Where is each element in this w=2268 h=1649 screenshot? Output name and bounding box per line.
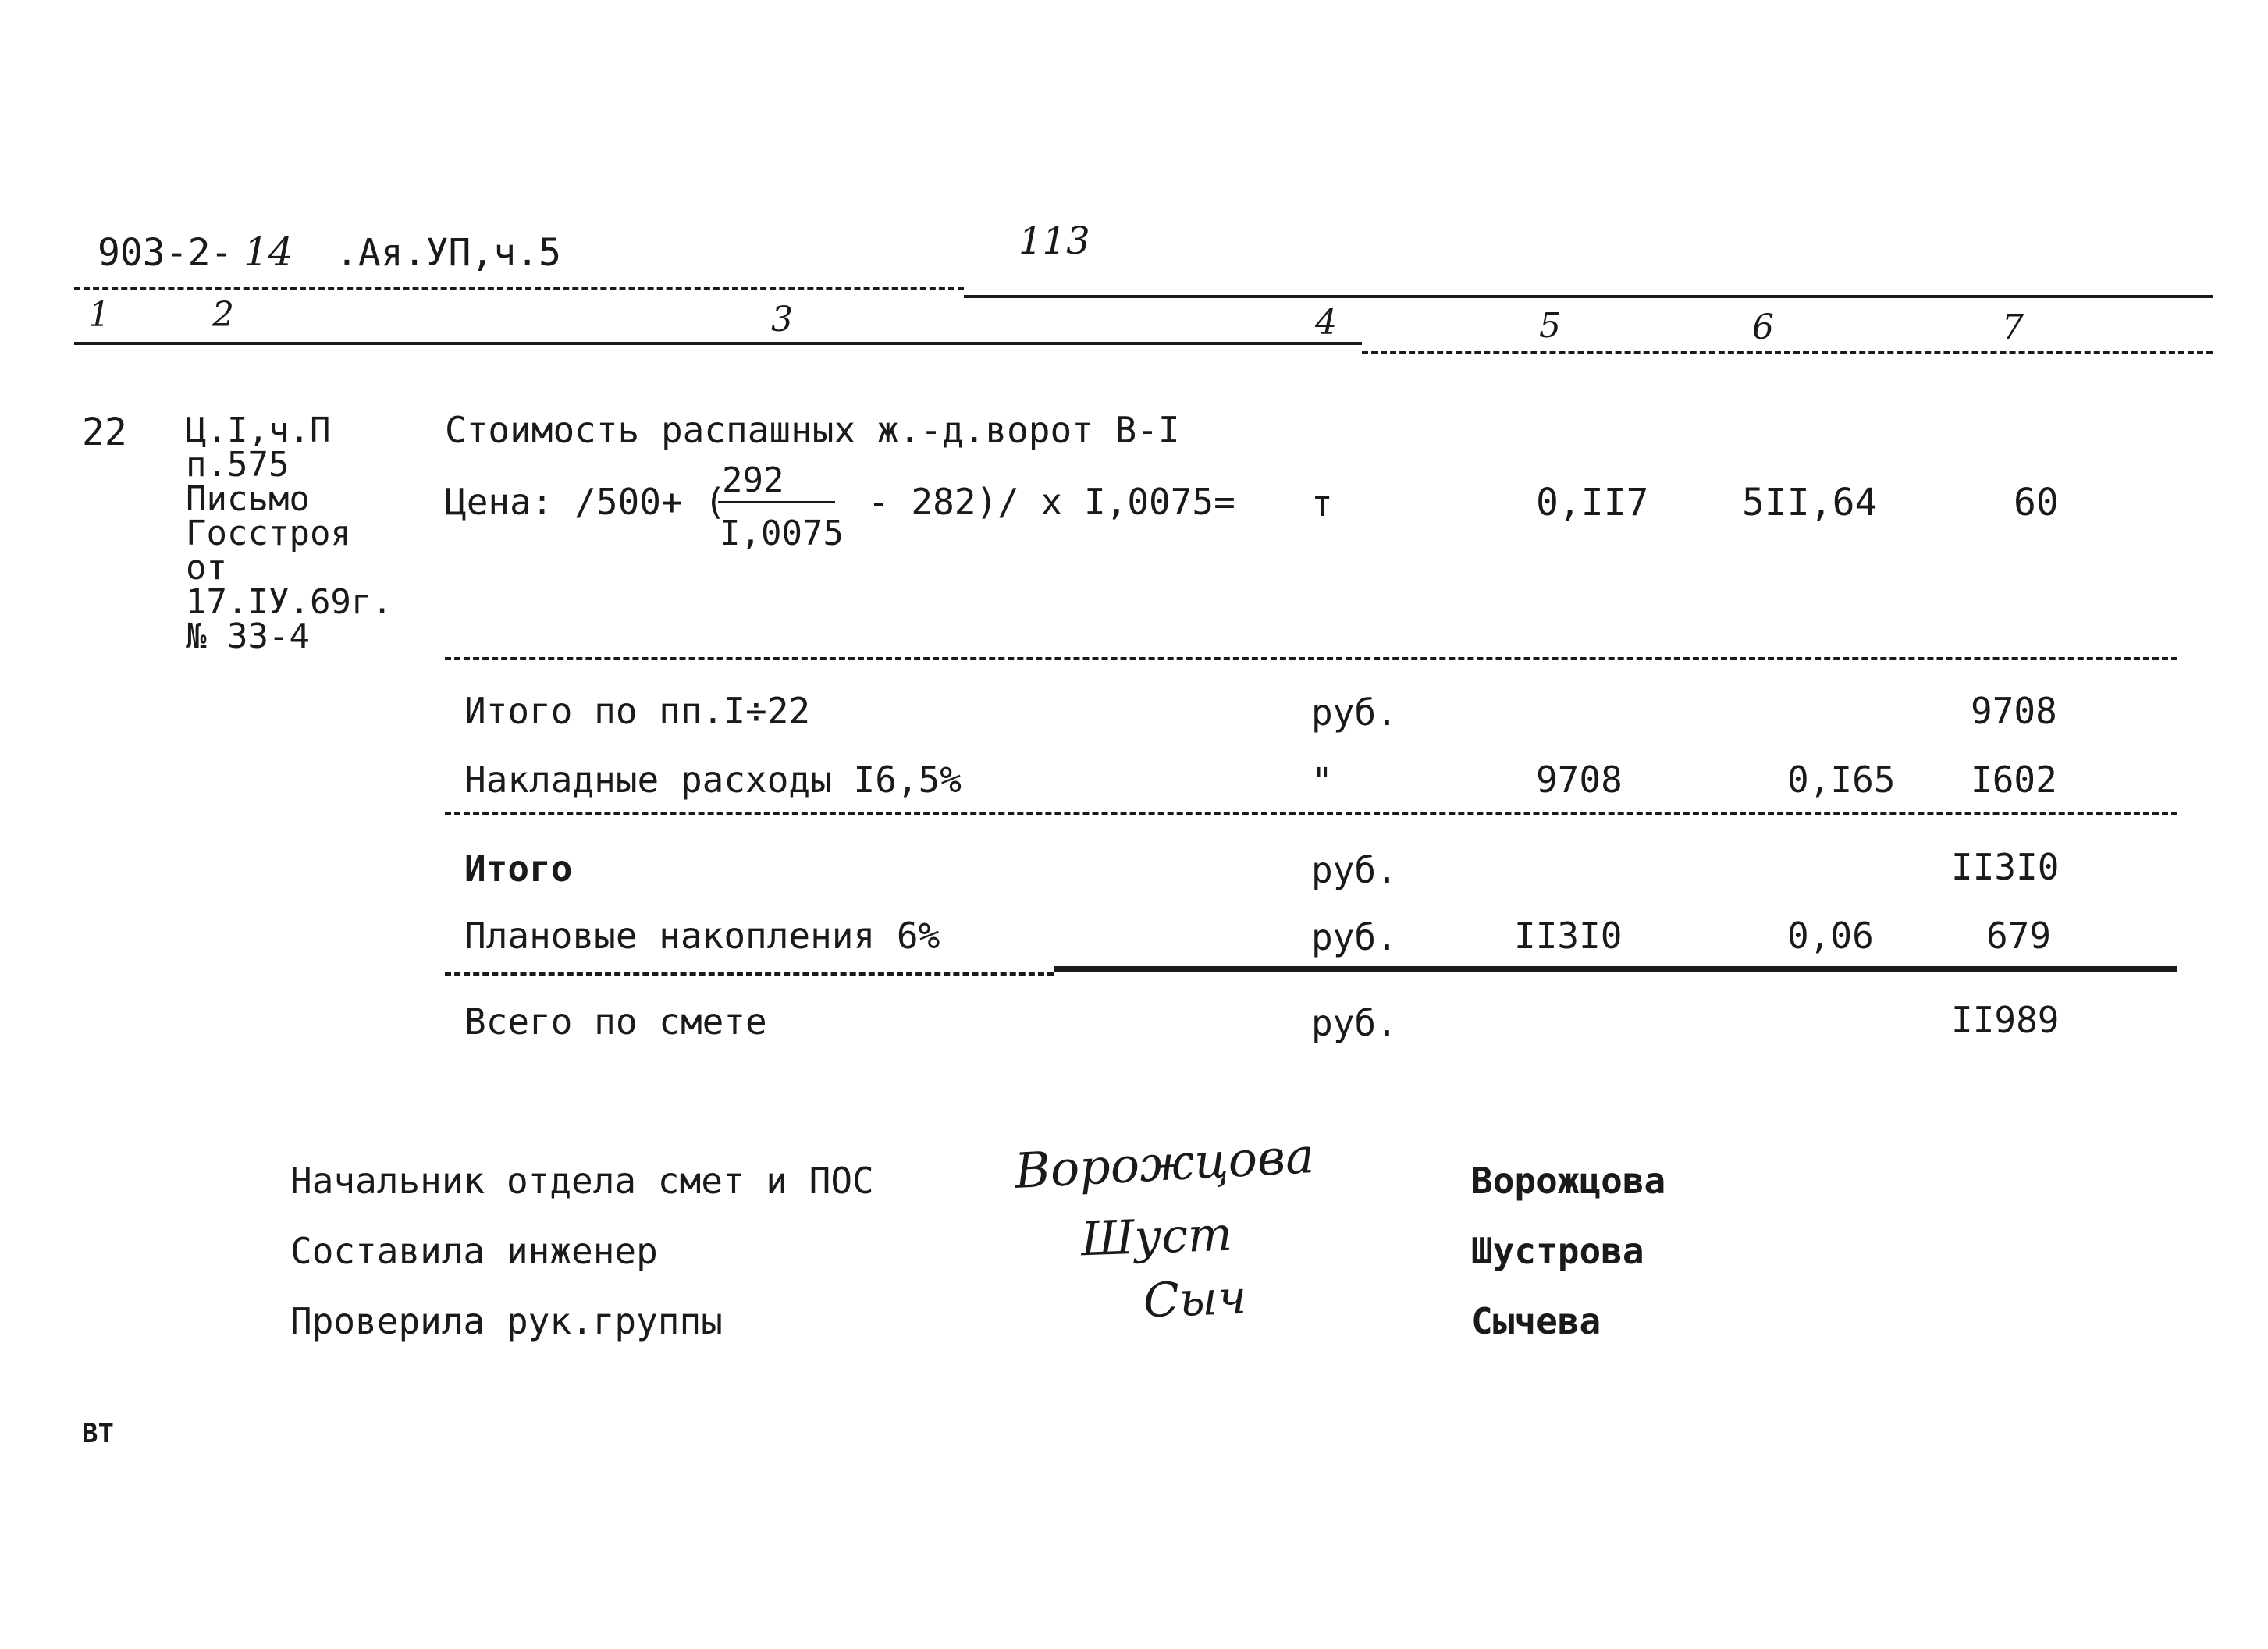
footer-mark: ВТ — [82, 1418, 114, 1449]
column-header-bottom-rule-right — [1362, 351, 2213, 354]
summary-label: Итого по пп.I÷22 — [464, 690, 811, 732]
column-header-bottom-rule-left — [74, 342, 1362, 345]
item-title: Стоимость распашных ж.-д.ворот В-I — [445, 409, 1180, 451]
summary-rate: 0,06 — [1787, 915, 1874, 957]
accumulation-bottom-rule — [1054, 966, 2177, 972]
column-number: 7 — [2002, 307, 2024, 347]
doc-code-number: 14 — [244, 229, 293, 275]
signature-role: Проверила рук.группы — [290, 1300, 723, 1342]
overhead-bottom-rule — [445, 812, 2177, 815]
item-number: 22 — [82, 410, 127, 454]
item-price: 5II,64 — [1742, 481, 1878, 524]
summary-label: Накладные расходы I6,5% — [464, 759, 962, 801]
handwritten-signature: Шуст — [1079, 1207, 1233, 1267]
summary-unit: руб. — [1311, 1002, 1398, 1044]
summary-top-rule — [445, 657, 2177, 660]
formula-numerator: 292 — [722, 460, 784, 500]
fraction-bar — [718, 501, 835, 503]
column-number: 1 — [88, 295, 110, 335]
summary-base: II3I0 — [1514, 915, 1623, 957]
summary-label: Всего по смете — [464, 1000, 767, 1043]
handwritten-signature: Сыч — [1142, 1270, 1248, 1329]
reference-line: 17.IУ.69г. — [186, 582, 393, 622]
summary-total: 9708 — [1971, 690, 2057, 732]
formula-suffix: - 282)/ х I,0075= — [868, 481, 1235, 523]
column-number: 4 — [1315, 303, 1337, 343]
column-number: 6 — [1752, 307, 1774, 347]
reference-line: п.575 — [186, 445, 290, 485]
header-top-rule-right — [964, 295, 2213, 298]
column-number: 2 — [212, 295, 234, 335]
reference-line: Письмо — [186, 479, 310, 519]
signature-name: Сычева — [1471, 1300, 1601, 1342]
column-number: 3 — [771, 300, 793, 339]
summary-total: I602 — [1971, 759, 2057, 801]
summary-unit: руб. — [1311, 849, 1398, 891]
signature-name: Шустрова — [1471, 1230, 1644, 1272]
summary-base: 9708 — [1536, 759, 1623, 801]
item-reference — [186, 410, 393, 656]
signature-role: Начальник отдела смет и ПОС — [290, 1160, 874, 1202]
summary-label: Плановые накопления 6% — [464, 915, 940, 957]
summary-rate: 0,I65 — [1787, 759, 1896, 801]
summary-total: II989 — [1951, 999, 2060, 1041]
summary-unit: руб. — [1311, 691, 1398, 734]
reference-line: Госстроя — [186, 514, 351, 553]
formula-prefix: Цена: /500+ ( — [445, 481, 727, 523]
signature-role: Составила инженер — [290, 1230, 658, 1272]
summary-total: II3I0 — [1951, 846, 2060, 888]
summary-label: Итого — [464, 848, 573, 890]
column-number: 5 — [1539, 306, 1561, 346]
summary-unit: " — [1311, 760, 1333, 802]
header-top-rule — [74, 287, 964, 290]
page-number: 113 — [1018, 219, 1090, 263]
signature-name: Ворожцова — [1471, 1160, 1666, 1202]
reference-line: от — [186, 548, 227, 588]
reference-line: Ц.I,ч.П — [186, 410, 331, 450]
summary-total: 679 — [1986, 915, 2052, 957]
formula-denominator: I,0075 — [720, 514, 844, 553]
doc-code-suffix: .Ая.УП,ч.5 — [336, 231, 561, 275]
item-total: 60 — [2014, 481, 2059, 524]
summary-unit: руб. — [1311, 916, 1398, 958]
item-unit: т — [1311, 482, 1333, 524]
handwritten-signature: Ворожцова — [1013, 1127, 1316, 1199]
reference-line: № 33-4 — [186, 617, 310, 656]
doc-code-prefix: 903-2- — [98, 231, 233, 275]
accumulation-bottom-rule-left — [445, 972, 1054, 976]
item-quantity: 0,II7 — [1536, 481, 1649, 524]
